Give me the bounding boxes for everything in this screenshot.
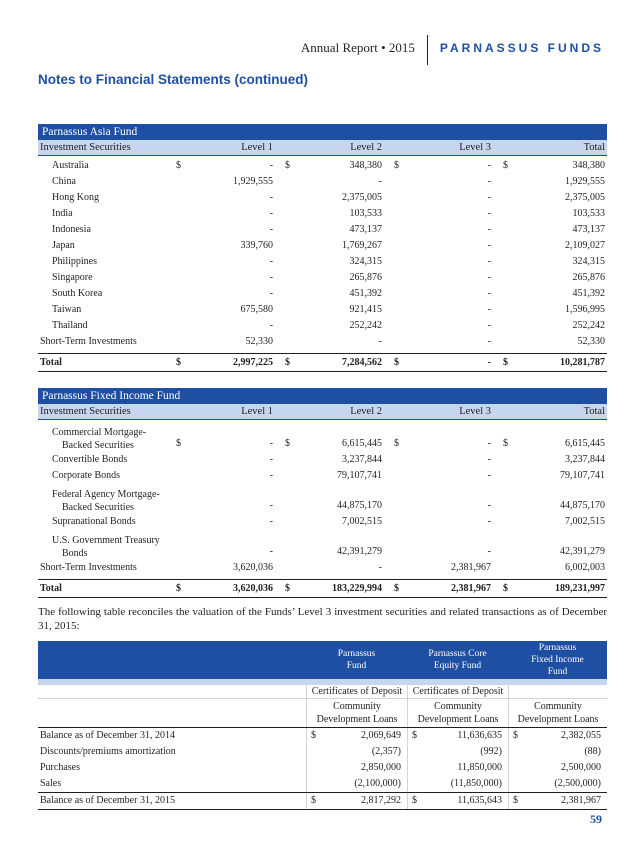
report-label: Annual Report • 2015 bbox=[300, 40, 415, 55]
value-cell: - bbox=[487, 240, 491, 251]
table-row bbox=[38, 190, 607, 206]
value-cell: (992) bbox=[407, 744, 508, 760]
row-label: Indonesia bbox=[52, 224, 91, 235]
value-cell: - bbox=[487, 256, 491, 267]
row-label: China bbox=[52, 176, 76, 187]
value-cell: $ - bbox=[176, 160, 273, 171]
value-cell: - bbox=[269, 320, 273, 331]
value-cell: 265,876 bbox=[349, 272, 382, 283]
value-cell: 7,002,515 bbox=[565, 516, 605, 527]
value-cell: - bbox=[378, 562, 382, 573]
value-cell: (88) bbox=[508, 744, 607, 760]
value-cell: $ 348,380 bbox=[285, 160, 382, 171]
table-row bbox=[38, 792, 607, 810]
value-cell: - bbox=[487, 546, 491, 557]
value-cell: 1,929,555 bbox=[565, 176, 605, 187]
row-label: Purchases bbox=[40, 762, 80, 773]
table-row bbox=[38, 334, 607, 350]
total-row bbox=[38, 579, 607, 598]
row-label: Taiwan bbox=[52, 304, 82, 315]
row-label: India bbox=[52, 208, 73, 219]
reconciliation-header bbox=[38, 641, 607, 679]
value-cell: - bbox=[487, 192, 491, 203]
page-header bbox=[301, 36, 604, 60]
table-row bbox=[38, 222, 607, 238]
value-cell: 473,137 bbox=[572, 224, 605, 235]
value-cell: (2,357) bbox=[306, 744, 407, 760]
table-row bbox=[38, 174, 607, 190]
value-cell: $ 2,817,292 bbox=[306, 793, 407, 809]
value-cell: $ 189,231,997 bbox=[503, 583, 605, 594]
value-cell: $ 2,382,055 bbox=[508, 728, 607, 744]
value-cell: 1,929,555 bbox=[233, 176, 273, 187]
value-cell: 1,769,267 bbox=[342, 240, 382, 251]
value-cell: - bbox=[487, 208, 491, 219]
security-type bbox=[508, 685, 607, 699]
row-label: Hong Kong bbox=[52, 192, 99, 203]
value-cell: $ 11,635,643 bbox=[407, 793, 508, 809]
table-row bbox=[38, 422, 607, 452]
value-cell: 7,002,515 bbox=[342, 516, 382, 527]
value-cell: 2,375,005 bbox=[565, 192, 605, 203]
value-cell: 79,107,741 bbox=[337, 470, 382, 481]
table-row bbox=[38, 468, 607, 484]
value-cell: - bbox=[269, 208, 273, 219]
table-row bbox=[38, 318, 607, 334]
table-row bbox=[38, 270, 607, 286]
value-cell: 79,107,741 bbox=[560, 470, 605, 481]
value-cell: - bbox=[487, 304, 491, 315]
value-cell: (11,850,000) bbox=[407, 776, 508, 792]
table-row bbox=[38, 514, 607, 530]
row-label: Short-Term Investments bbox=[40, 336, 137, 347]
table-row bbox=[38, 744, 607, 760]
col-header-level3: Level 3 bbox=[459, 406, 491, 417]
value-cell: $ 2,381,967 bbox=[394, 583, 491, 594]
value-cell: - bbox=[487, 336, 491, 347]
security-category: Community Development Loans bbox=[508, 699, 607, 727]
value-cell: - bbox=[487, 470, 491, 481]
value-cell: 473,137 bbox=[349, 224, 382, 235]
value-cell: 3,237,844 bbox=[565, 454, 605, 465]
value-cell: - bbox=[487, 176, 491, 187]
table-row bbox=[38, 238, 607, 254]
value-cell: 1,596,995 bbox=[565, 304, 605, 315]
value-cell: 252,242 bbox=[349, 320, 382, 331]
value-cell: $ 3,620,036 bbox=[176, 583, 273, 594]
value-cell: $ - bbox=[394, 357, 491, 368]
row-label: Federal Agency Mortgage- Backed Securities bbox=[52, 489, 160, 513]
value-cell: - bbox=[487, 454, 491, 465]
value-cell: 42,391,279 bbox=[337, 546, 382, 557]
value-cell: 42,391,279 bbox=[560, 546, 605, 557]
fund-title: Parnassus Fixed Income Fund bbox=[38, 388, 607, 404]
col-header-securities: Investment Securities bbox=[40, 142, 131, 153]
value-cell: (2,100,000) bbox=[306, 776, 407, 792]
value-cell: - bbox=[487, 288, 491, 299]
value-cell: 11,850,000 bbox=[407, 760, 508, 776]
value-cell: 2,500,000 bbox=[508, 760, 607, 776]
value-cell: $ - bbox=[176, 438, 273, 449]
security-category: Community Development Loans bbox=[407, 699, 508, 727]
table-row bbox=[38, 484, 607, 514]
value-cell: 265,876 bbox=[572, 272, 605, 283]
row-label: South Korea bbox=[52, 288, 103, 299]
table-row bbox=[38, 206, 607, 222]
value-cell: - bbox=[269, 500, 273, 511]
value-cell: 44,875,170 bbox=[560, 500, 605, 511]
value-cell: - bbox=[269, 256, 273, 267]
fund-title: Parnassus Asia Fund bbox=[38, 124, 607, 140]
row-label: Balance as of December 31, 2014 bbox=[40, 730, 175, 741]
row-label: Corporate Bonds bbox=[52, 470, 121, 481]
header-core-equity-fund: Parnassus Core Equity Fund bbox=[428, 649, 487, 671]
table-row bbox=[38, 452, 607, 468]
column-header-row bbox=[38, 140, 607, 156]
value-cell: $ 183,229,994 bbox=[285, 583, 382, 594]
value-cell: 339,760 bbox=[240, 240, 273, 251]
value-cell: 451,392 bbox=[349, 288, 382, 299]
row-label: Australia bbox=[52, 160, 89, 171]
value-cell: 103,533 bbox=[349, 208, 382, 219]
value-cell: - bbox=[378, 336, 382, 347]
col-header-level2: Level 2 bbox=[350, 142, 382, 153]
value-cell: - bbox=[269, 272, 273, 283]
value-cell: $ 348,380 bbox=[503, 160, 605, 171]
value-cell: $ 2,381,967 bbox=[508, 793, 607, 809]
table-row bbox=[38, 776, 607, 792]
value-cell: - bbox=[269, 288, 273, 299]
value-cell: 324,315 bbox=[572, 256, 605, 267]
asia-fund-table bbox=[38, 124, 607, 372]
brand-name: PARNASSUS FUNDS bbox=[439, 41, 604, 55]
value-cell: $ 10,281,787 bbox=[503, 357, 605, 368]
value-cell: 2,850,000 bbox=[306, 760, 407, 776]
value-cell: - bbox=[487, 320, 491, 331]
table-row bbox=[38, 286, 607, 302]
value-cell: $ - bbox=[394, 160, 491, 171]
value-cell: 3,237,844 bbox=[342, 454, 382, 465]
header-parnassus-fund: Parnassus Fund bbox=[337, 649, 376, 671]
row-label: Japan bbox=[52, 240, 75, 251]
page-title: Notes to Financial Statements (continued) bbox=[38, 72, 309, 87]
col-header-total: Total bbox=[583, 142, 605, 153]
value-cell: - bbox=[378, 176, 382, 187]
security-type-row bbox=[38, 685, 607, 699]
value-cell: $ 2,997,225 bbox=[176, 357, 273, 368]
value-cell: $ 6,615,445 bbox=[285, 438, 382, 449]
value-cell: $ 6,615,445 bbox=[503, 438, 605, 449]
col-header-securities: Investment Securities bbox=[40, 406, 131, 417]
row-label: Commercial Mortgage- Backed Securities bbox=[52, 427, 147, 451]
value-cell: 675,580 bbox=[240, 304, 273, 315]
row-label: Total bbox=[40, 357, 62, 368]
header-fixed-income-fund: Parnassus Fixed Income Fund bbox=[531, 643, 584, 677]
table-row bbox=[38, 760, 607, 776]
value-cell: (2,500,000) bbox=[508, 776, 607, 792]
value-cell: - bbox=[487, 272, 491, 283]
row-label: Discounts/premiums amortization bbox=[40, 746, 176, 757]
security-type: Certificates of Deposit bbox=[407, 685, 508, 699]
value-cell: - bbox=[269, 546, 273, 557]
row-label: Balance as of December 31, 2015 bbox=[40, 795, 175, 806]
value-cell: - bbox=[269, 470, 273, 481]
col-header-level1: Level 1 bbox=[241, 406, 273, 417]
row-label: Supranational Bonds bbox=[52, 516, 136, 527]
row-label: Singapore bbox=[52, 272, 93, 283]
value-cell: - bbox=[269, 224, 273, 235]
value-cell: 2,381,967 bbox=[451, 562, 491, 573]
value-cell: 252,242 bbox=[572, 320, 605, 331]
value-cell: $ 11,636,635 bbox=[407, 728, 508, 744]
value-cell: $ 7,284,562 bbox=[285, 357, 382, 368]
value-cell: - bbox=[487, 224, 491, 235]
value-cell: - bbox=[269, 192, 273, 203]
column-header-row bbox=[38, 404, 607, 420]
page-number: 59 bbox=[590, 812, 602, 826]
value-cell: - bbox=[269, 454, 273, 465]
table-row bbox=[38, 254, 607, 270]
col-header-level1: Level 1 bbox=[241, 142, 273, 153]
value-cell: 52,330 bbox=[577, 336, 605, 347]
value-cell: 2,375,005 bbox=[342, 192, 382, 203]
value-cell: 3,620,036 bbox=[233, 562, 273, 573]
value-cell: 44,875,170 bbox=[337, 500, 382, 511]
table-row bbox=[38, 530, 607, 560]
value-cell: 921,415 bbox=[349, 304, 382, 315]
security-category-row bbox=[38, 699, 607, 727]
level3-reconciliation-table bbox=[38, 641, 607, 810]
row-label: Total bbox=[40, 583, 62, 594]
row-label: Thailand bbox=[52, 320, 88, 331]
value-cell: $ 2,069,649 bbox=[306, 728, 407, 744]
col-header-total: Total bbox=[583, 406, 605, 417]
table-row bbox=[38, 302, 607, 318]
row-label: Short-Term Investments bbox=[40, 562, 137, 573]
table-row bbox=[38, 727, 607, 744]
value-cell: 103,533 bbox=[572, 208, 605, 219]
col-header-level3: Level 3 bbox=[459, 142, 491, 153]
table-row bbox=[38, 560, 607, 576]
row-label: Sales bbox=[40, 778, 62, 789]
value-cell: 324,315 bbox=[349, 256, 382, 267]
value-cell: 451,392 bbox=[572, 288, 605, 299]
value-cell: - bbox=[487, 500, 491, 511]
table-row bbox=[38, 158, 607, 174]
value-cell: 52,330 bbox=[245, 336, 273, 347]
col-header-level2: Level 2 bbox=[350, 406, 382, 417]
reconciliation-intro: The following table reconciles the valuation of the Funds’ Level 3 investment securities and related transactions as of December 31, 2015: bbox=[38, 606, 607, 632]
value-cell: - bbox=[269, 516, 273, 527]
row-label: Convertible Bonds bbox=[52, 454, 128, 465]
security-type: Certificates of Deposit bbox=[306, 685, 407, 699]
value-cell: $ - bbox=[394, 438, 491, 449]
fixed-income-fund-table bbox=[38, 388, 607, 598]
row-label: Philippines bbox=[52, 256, 98, 267]
value-cell: 6,002,003 bbox=[565, 562, 605, 573]
security-category: Community Development Loans bbox=[306, 699, 407, 727]
value-cell: 2,109,027 bbox=[565, 240, 605, 251]
total-row bbox=[38, 353, 607, 372]
value-cell: - bbox=[487, 516, 491, 527]
row-label: U.S. Government Treasury Bonds bbox=[52, 535, 160, 559]
